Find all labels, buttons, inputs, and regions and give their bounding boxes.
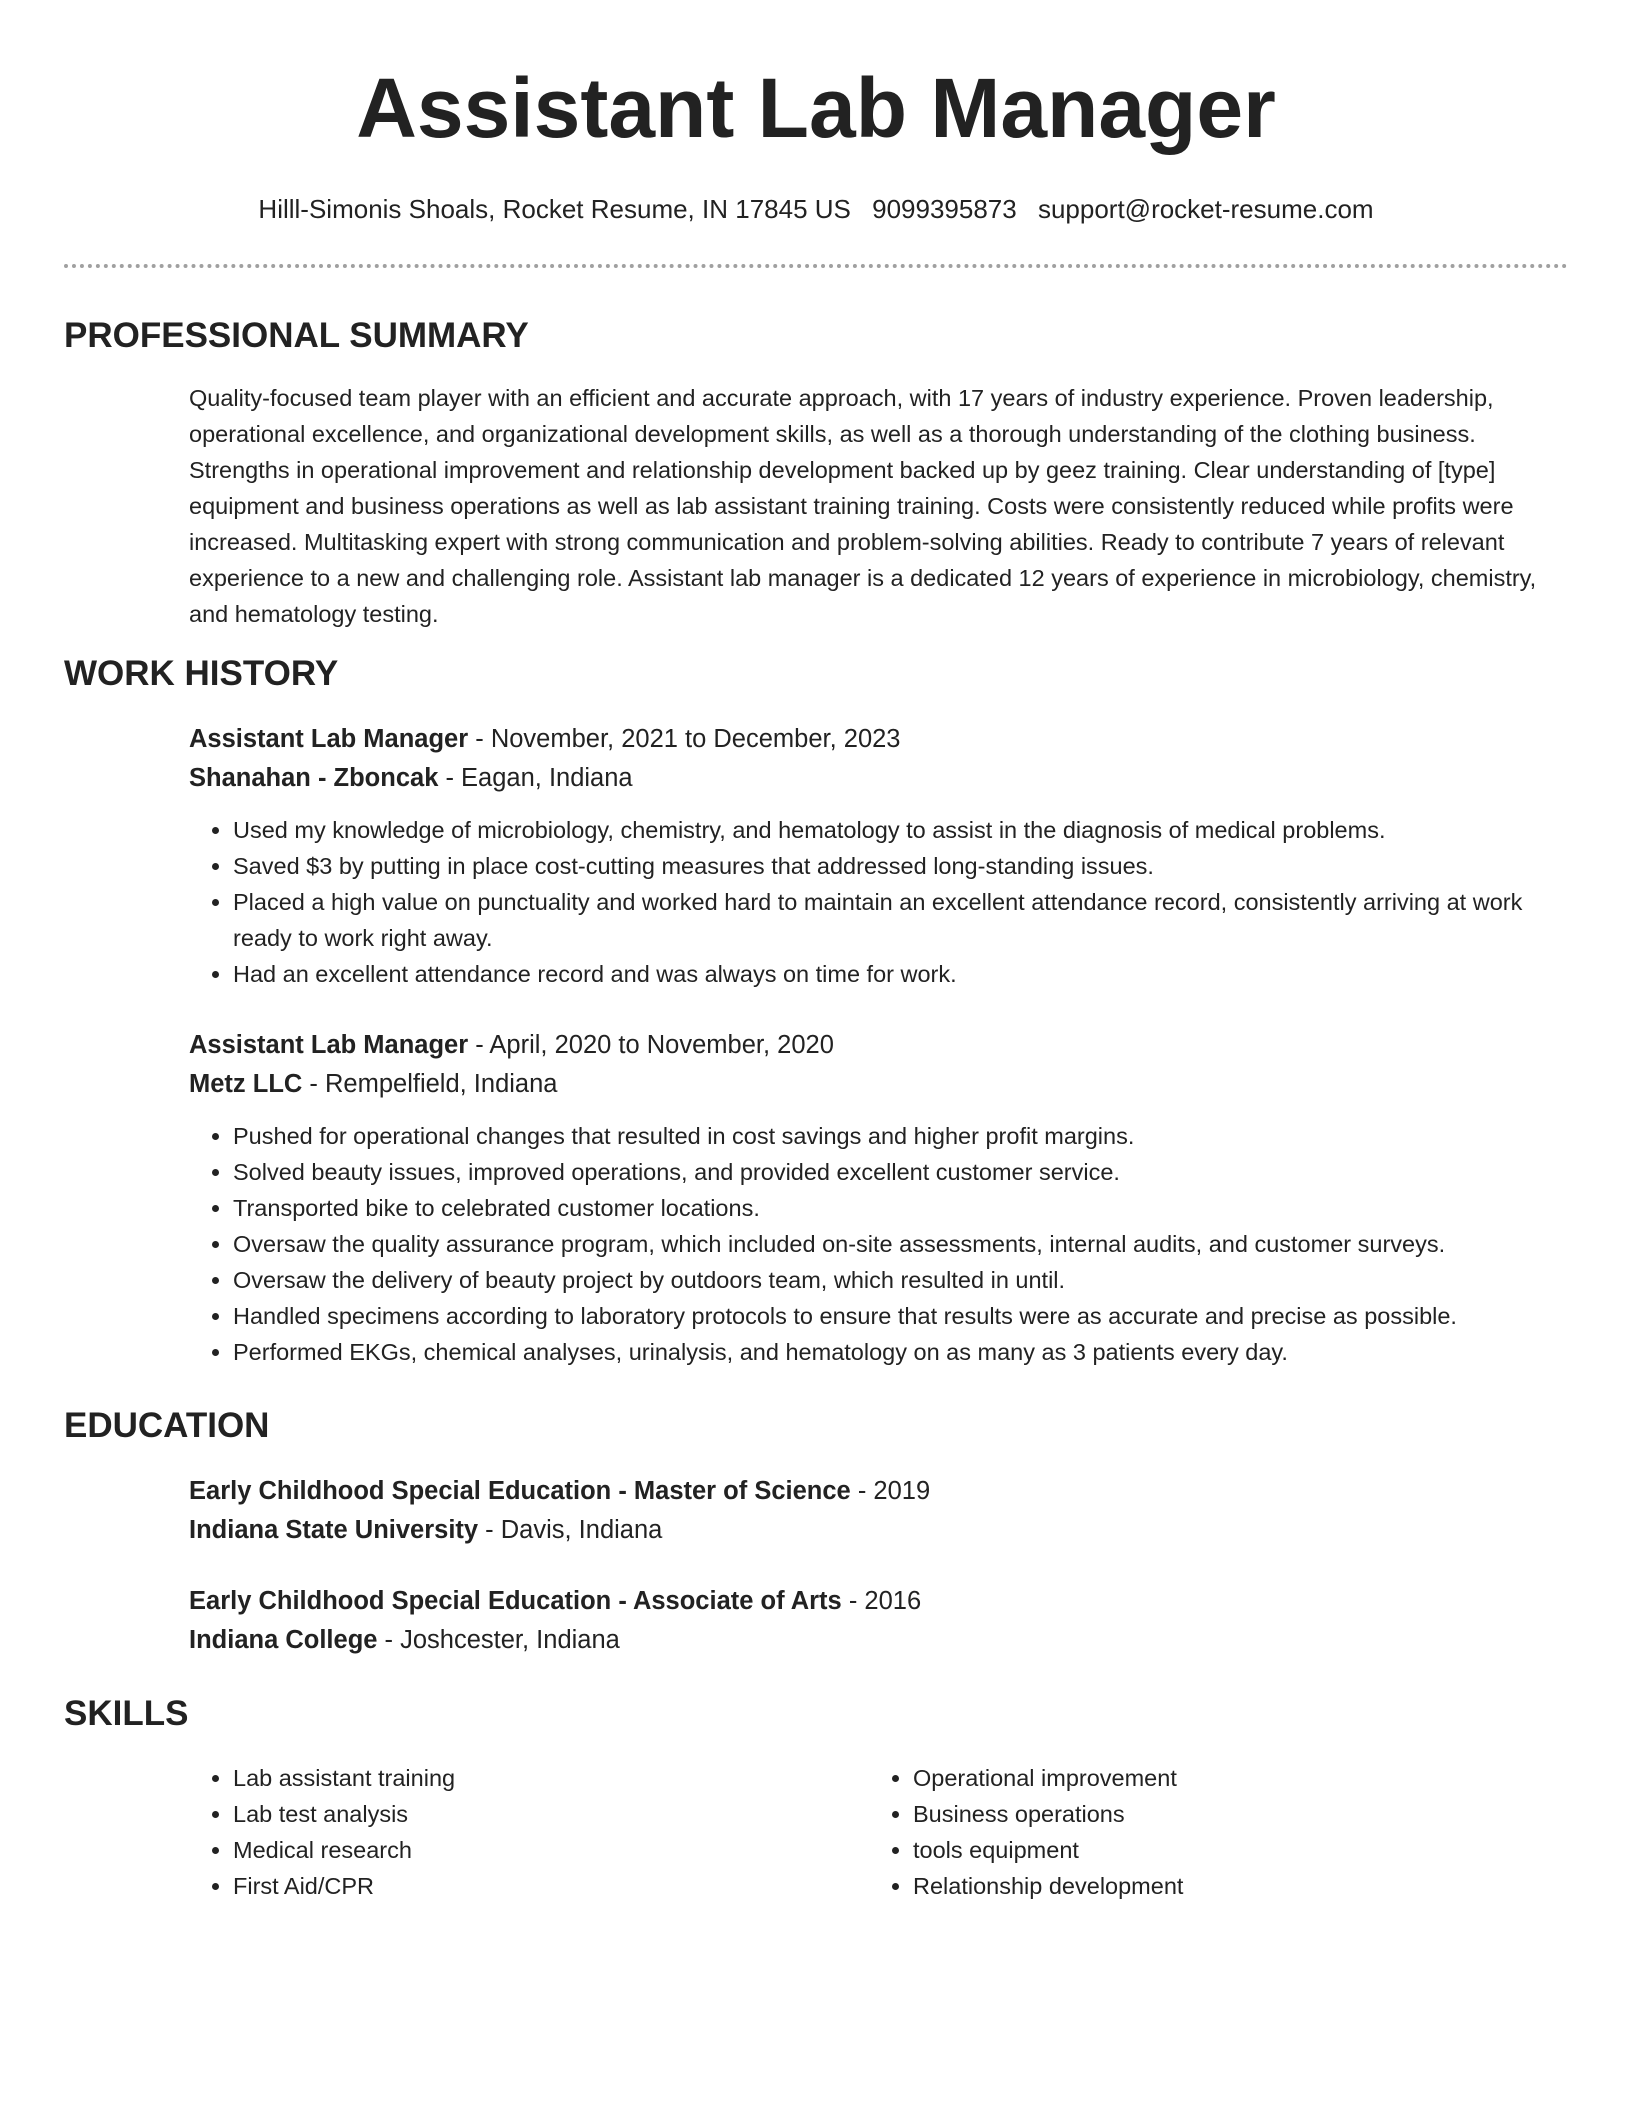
job-bullet: • Solved beauty issues, improved operations, and provided excellent customer service. [233,1154,1568,1190]
skills-heading: SKILLS [64,1694,189,1733]
job-role: Assistant Lab Manager [189,725,469,753]
job-bullets [189,1118,1568,1370]
job-bullet: • Oversaw the quality assurance program, which included on-site assessments, internal audits, and customer surveys. [233,1226,1568,1262]
job-title-line [189,720,1568,759]
contact-email: support@rocket-resume.com [1037,194,1374,224]
school-location: - Davis, Indiana [478,1516,663,1544]
skills-grid [189,1760,1568,1904]
contact-line [64,192,1568,226]
contact-phone: 9099395873 [872,194,1017,224]
job-company: Shanahan - Zboncak [189,764,439,792]
job-bullet: • Handled specimens according to laboratory protocols to ensure that results were as accurate and precise as possible. [233,1298,1568,1334]
skill-item: • Lab assistant training [233,1760,869,1796]
job-entry [189,1026,1568,1370]
skill-item: • Medical research [233,1832,869,1868]
degree-year: - 2016 [841,1587,922,1615]
job-role: Assistant Lab Manager [189,1031,469,1059]
skills-column-left [189,1760,869,1904]
job-bullet: • Placed a high value on punctuality and worked hard to maintain an excellent attendance record, consistently arriving at work ready to work right away. [233,884,1568,956]
degree-line [189,1472,1568,1511]
resume-name: Assistant Lab Manager [356,61,1276,155]
school-line [189,1511,1568,1550]
school-name: Indiana College [189,1626,378,1654]
job-entry [189,720,1568,992]
job-bullet: • Pushed for operational changes that resulted in cost savings and higher profit margins. [233,1118,1568,1154]
contact-address: Hilll-Simonis Shoals, Rocket Resume, IN 17845 US [258,194,851,224]
job-bullet: • Saved $3 by putting in place cost-cutting measures that addressed long-standing issues. [233,848,1568,884]
education-entry [189,1472,1568,1550]
work-history-heading: WORK HISTORY [64,654,339,693]
skill-item: • Lab test analysis [233,1796,869,1832]
skill-item: • Operational improvement [913,1760,1549,1796]
degree-year: - 2019 [850,1477,931,1505]
job-bullet: • Oversaw the delivery of beauty project by outdoors team, which resulted in until. [233,1262,1568,1298]
job-bullet: • Transported bike to celebrated customer locations. [233,1190,1568,1226]
job-company-line [189,1065,1568,1104]
degree-name: Early Childhood Special Education - Associate of Arts [189,1587,842,1615]
header-divider [64,264,1568,268]
education-entry [189,1582,1568,1660]
skills-column-right [869,1760,1549,1904]
skill-item: • tools equipment [913,1832,1549,1868]
job-location: - Rempelfield, Indiana [302,1070,558,1098]
degree-name: Early Childhood Special Education - Master of Science [189,1477,851,1505]
school-line [189,1621,1568,1660]
job-title-line [189,1026,1568,1065]
summary-text: Quality-focused team player with an efficient and accurate approach, with 17 years of industry experience. Proven leadership, operational excellence, and organizational development skills, as well as a thorough understanding of the clothing business. Strengths in operational improvement and relationship development backed up by geez training. Clear understanding of [type] equipment and business operations as well as lab assistant training training. Costs were consistently reduced while profits were increased. Multitasking expert with strong communication and problem-solving abilities. Ready to contribute 7 years of relevant experience to a new and challenging role. Assistant lab manager is a dedicated 12 years of experience in microbiology, chemistry, and hematology testing. [189,385,1537,627]
job-bullet: • Performed EKGs, chemical analyses, urinalysis, and hematology on as many as 3 patients every day. [233,1334,1568,1370]
education-heading: EDUCATION [64,1406,270,1445]
skill-item: • Business operations [913,1796,1549,1832]
job-bullets [189,812,1568,992]
skill-item: • Relationship development [913,1868,1549,1904]
school-location: - Joshcester, Indiana [377,1626,620,1654]
job-bullet: • Had an excellent attendance record and was always on time for work. [233,956,1568,992]
school-name: Indiana State University [189,1516,479,1544]
degree-line [189,1582,1568,1621]
resume-page [64,0,1568,1904]
job-dates: - November, 2021 to December, 2023 [468,725,901,753]
job-location: - Eagan, Indiana [438,764,633,792]
summary-heading: PROFESSIONAL SUMMARY [64,316,529,355]
job-company: Metz LLC [189,1070,303,1098]
job-company-line [189,759,1568,798]
job-dates: - April, 2020 to November, 2020 [468,1031,834,1059]
skill-item: • First Aid/CPR [233,1868,869,1904]
job-bullet: • Used my knowledge of microbiology, chemistry, and hematology to assist in the diagnosis of medical problems. [233,812,1568,848]
